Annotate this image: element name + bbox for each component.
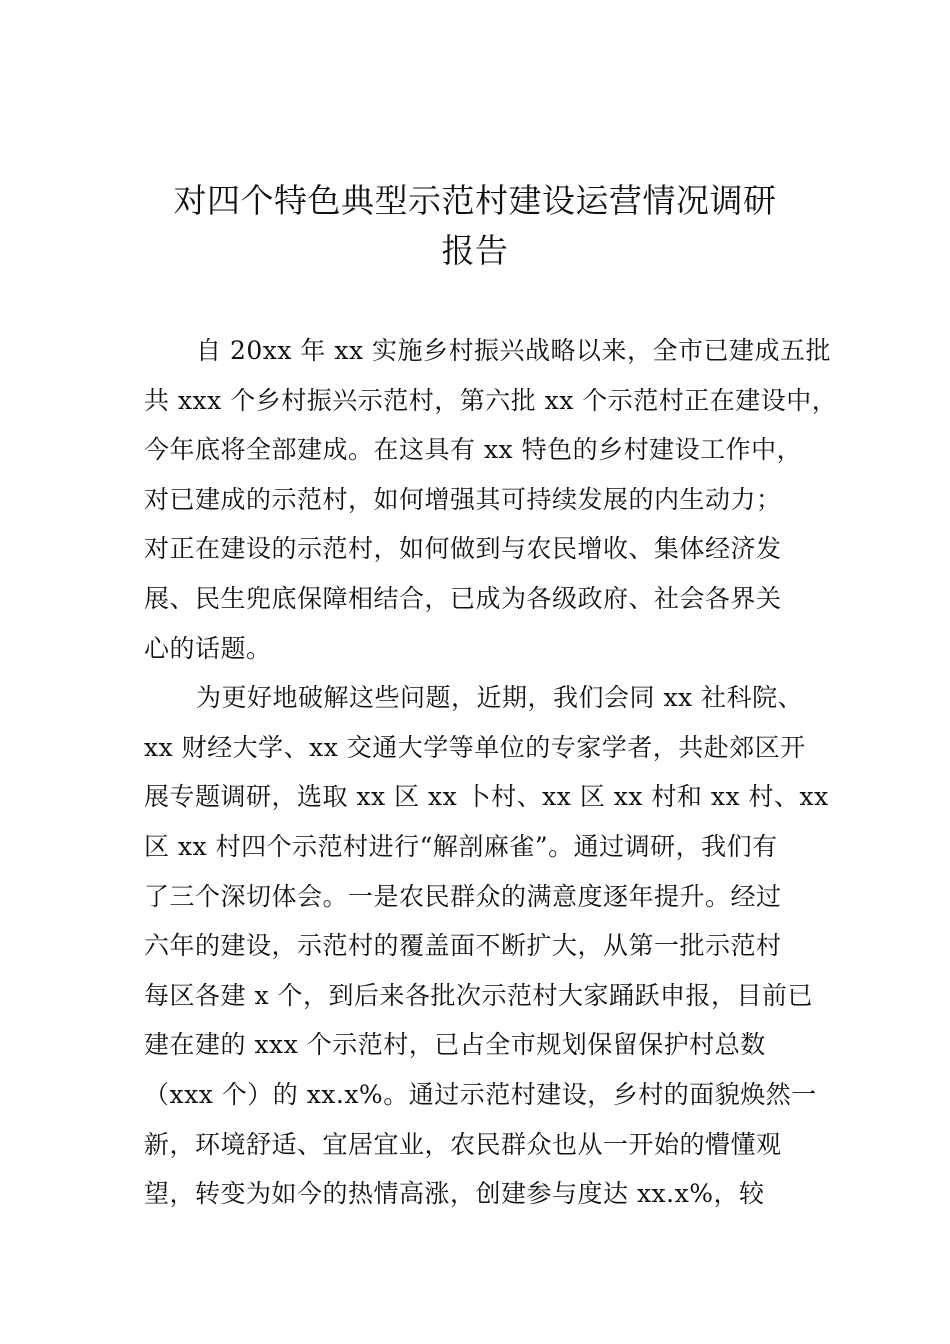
paragraph-1 xyxy=(144,326,844,673)
paragraph-line: 为更好地破解这些问题，近期，我们会同 xx 社科院、 xyxy=(196,683,804,713)
paragraph-line: 每区各建 x 个，到后来各批次示范村大家踊跃申报，目前已 xyxy=(144,980,813,1010)
paragraph-line: 对正在建设的示范村，如何做到与农民增收、集体经济发 xyxy=(144,534,782,564)
paragraph-line: 共 xxx 个乡村振兴示范村，第六批 xx 个示范村正在建设中， xyxy=(144,385,838,415)
document-body xyxy=(144,326,844,1219)
document-title xyxy=(120,176,830,276)
paragraph-line: 新，环境舒适、宜居宜业，农民群众也从一开始的懵懂观 xyxy=(144,1129,782,1159)
paragraph-line: （xxx 个）的 xx.x%。通过示范村建设，乡村的面貌焕然一 xyxy=(144,1079,817,1109)
paragraph-line: xx 财经大学、xx 交通大学等单位的专家学者，共赴郊区开 xyxy=(144,732,806,762)
title-line-1: 对四个特色典型示范村建设运营情况调研 xyxy=(173,181,777,220)
paragraph-line: 区 xx 村四个示范村进行“解剖麻雀”。通过调研，我们有 xyxy=(144,831,778,861)
paragraph-line: 望，转变为如今的热情高涨，创建参与度达 xx.x%，较 xyxy=(144,1179,765,1209)
paragraph-line: 自 20xx 年 xx 实施乡村振兴战略以来，全市已建成五批 xyxy=(196,336,831,365)
paragraph-line: 对已建成的示范村，如何增强其可持续发展的内生动力； xyxy=(144,484,782,514)
paragraph-line: 今年底将全部建成。在这具有 xx 特色的乡村建设工作中， xyxy=(144,435,803,465)
paragraph-line: 心的话题。 xyxy=(144,633,272,663)
title-line-2: 报告 xyxy=(441,231,509,270)
paragraph-line: 六年的建设，示范村的覆盖面不断扩大，从第一批示范村 xyxy=(144,931,782,961)
paragraph-2 xyxy=(144,673,844,1219)
paragraph-line: 建在建的 xxx 个示范村，已占全市规划保留保护村总数 xyxy=(144,1030,766,1060)
paragraph-line: 展、民生兜底保障相结合，已成为各级政府、社会各界关 xyxy=(144,583,782,613)
paragraph-line: 展专题调研，选取 xx 区 xx 卜村、xx 区 xx 村和 xx 村、xx xyxy=(144,782,829,812)
paragraph-line: 了三个深切体会。一是农民群众的满意度逐年提升。经过 xyxy=(144,881,782,911)
